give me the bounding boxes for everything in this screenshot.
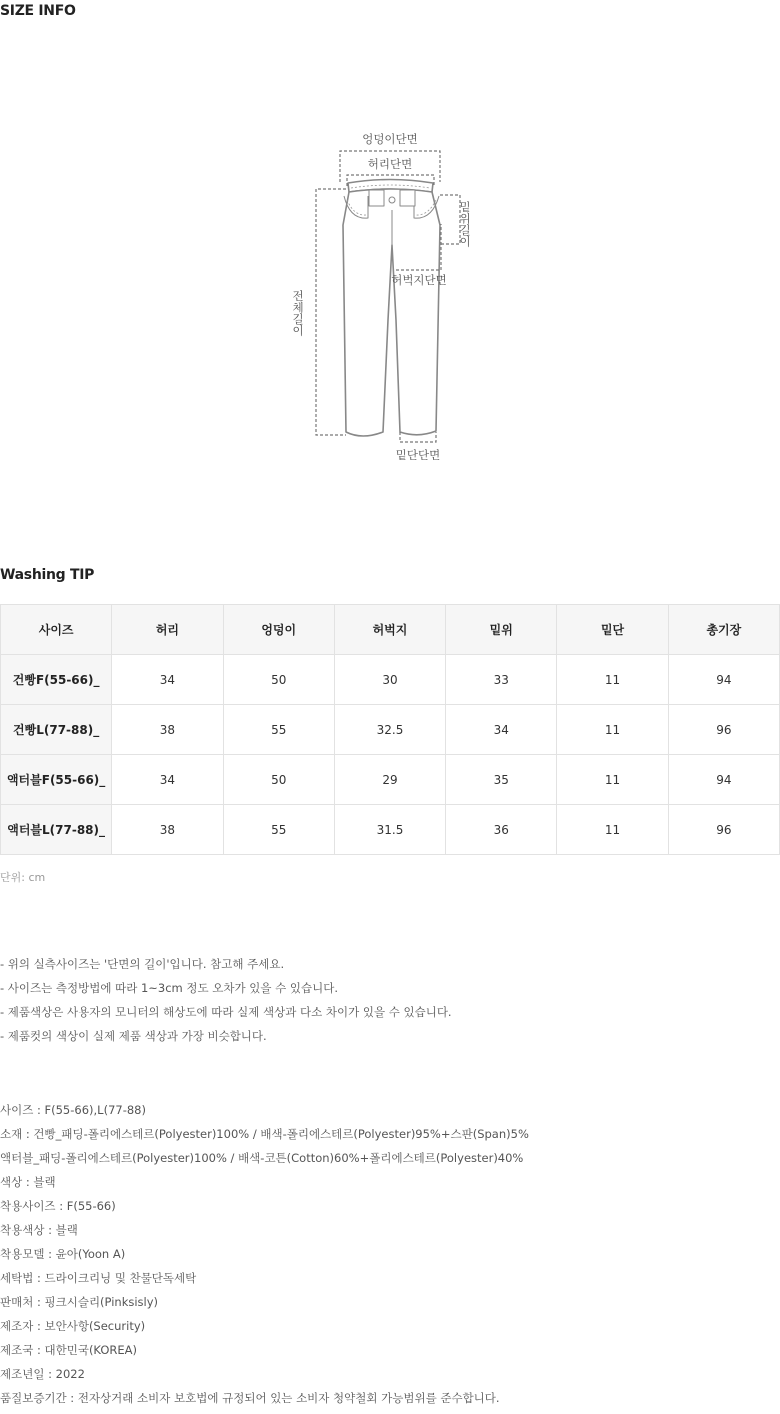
header-size: 사이즈 — [1, 605, 112, 655]
size-table — [0, 604, 780, 855]
hip-label: 엉덩이단면 — [362, 132, 418, 146]
table-row — [1, 805, 780, 855]
info-worn-color: 착용색상 : 블랙 — [0, 1223, 78, 1237]
table-header-row — [1, 605, 780, 655]
size-info-title: SIZE INFO — [0, 3, 76, 19]
cell-length: 96 — [668, 705, 779, 755]
info-washing: 세탁법 : 드라이크리닝 및 찬물단독세탁 — [0, 1271, 197, 1285]
cell-length: 94 — [668, 755, 779, 805]
info-material: 소재 : 건빵_패딩-폴리에스테르(Polyester)100% / 배색-폴리에스테르(Polyester)95%+스판(Span)5% — [0, 1127, 529, 1141]
header-rise: 밑위 — [446, 605, 557, 655]
pants-illustration — [343, 180, 440, 437]
cell-hem: 11 — [557, 705, 668, 755]
note-line: - 위의 실측사이즈는 '단면의 길이'입니다. 참고해 주세요. — [0, 957, 285, 971]
header-waist: 허리 — [112, 605, 223, 655]
table-row — [1, 655, 780, 705]
waist-label: 허리단면 — [367, 157, 413, 171]
info-seller: 판매처 : 핑크시슬리(Pinksisly) — [0, 1295, 159, 1309]
cell-hip: 55 — [223, 705, 334, 755]
cell-hem: 11 — [557, 655, 668, 705]
cell-hem: 11 — [557, 755, 668, 805]
row-size: 액터블L(77-88)_ — [1, 805, 112, 855]
header-hip: 엉덩이 — [223, 605, 334, 655]
info-country: 제조국 : 대한민국(KOREA) — [0, 1343, 138, 1357]
cell-length: 96 — [668, 805, 779, 855]
info-manufacturer: 제조자 : 보안사항(Security) — [0, 1319, 146, 1333]
cell-hip: 50 — [223, 755, 334, 805]
rise-label: 밑위길이 — [458, 201, 472, 247]
info-material-2: 액터블_패딩-폴리에스테르(Polyester)100% / 배색-코튼(Cotton)60%+폴리에스테르(Polyester)40% — [0, 1151, 524, 1165]
header-hem: 밑단 — [557, 605, 668, 655]
cell-waist: 38 — [112, 705, 223, 755]
cell-thigh: 29 — [334, 755, 445, 805]
cell-waist: 38 — [112, 805, 223, 855]
cell-hip: 50 — [223, 655, 334, 705]
row-size: 액터블F(55-66)_ — [1, 755, 112, 805]
product-info — [0, 1102, 529, 1414]
note-line: - 제품색상은 사용자의 모니터의 해상도에 따라 실제 색상과 다소 차이가 있을 수 있습니다. — [0, 1005, 452, 1019]
header-length: 총기장 — [668, 605, 779, 655]
row-size: 건빵L(77-88)_ — [1, 705, 112, 755]
unit-note: 단위: cm — [0, 871, 46, 884]
hem-label: 밑단단면 — [395, 448, 441, 462]
table-row — [1, 755, 780, 805]
cell-rise: 34 — [446, 705, 557, 755]
info-size: 사이즈 : F(55-66),L(77-88) — [0, 1103, 146, 1117]
info-color: 색상 : 블랙 — [0, 1175, 56, 1189]
cell-thigh: 31.5 — [334, 805, 445, 855]
info-year: 제조년일 : 2022 — [0, 1367, 85, 1381]
cell-thigh: 30 — [334, 655, 445, 705]
row-size: 건빵F(55-66)_ — [1, 655, 112, 705]
cell-hip: 55 — [223, 805, 334, 855]
measurement-notes — [0, 956, 452, 1052]
cell-hem: 11 — [557, 805, 668, 855]
total-length-label: 전체길이 — [291, 290, 305, 336]
info-model: 착용모델 : 윤아(Yoon A) — [0, 1247, 126, 1261]
note-line: - 사이즈는 측정방법에 따라 1~3cm 정도 오차가 있을 수 있습니다. — [0, 981, 339, 995]
cell-rise: 33 — [446, 655, 557, 705]
table-row — [1, 705, 780, 755]
thigh-label: 허벅지단면 — [391, 273, 447, 287]
pants-measurement-diagram — [0, 120, 780, 480]
header-thigh: 허벅지 — [334, 605, 445, 655]
cell-rise: 36 — [446, 805, 557, 855]
cell-length: 94 — [668, 655, 779, 705]
note-line: - 제품컷의 색상이 실제 제품 색상과 가장 비슷합니다. — [0, 1029, 267, 1043]
washing-tip-title: Washing TIP — [0, 567, 95, 583]
cell-rise: 35 — [446, 755, 557, 805]
info-worn-size: 착용사이즈 : F(55-66) — [0, 1199, 116, 1213]
cell-waist: 34 — [112, 755, 223, 805]
cell-thigh: 32.5 — [334, 705, 445, 755]
info-warranty: 품질보증기간 : 전자상거래 소비자 보호법에 규정되어 있는 소비자 청약철회 가능범위를 준수합니다. — [0, 1391, 500, 1405]
cell-waist: 34 — [112, 655, 223, 705]
